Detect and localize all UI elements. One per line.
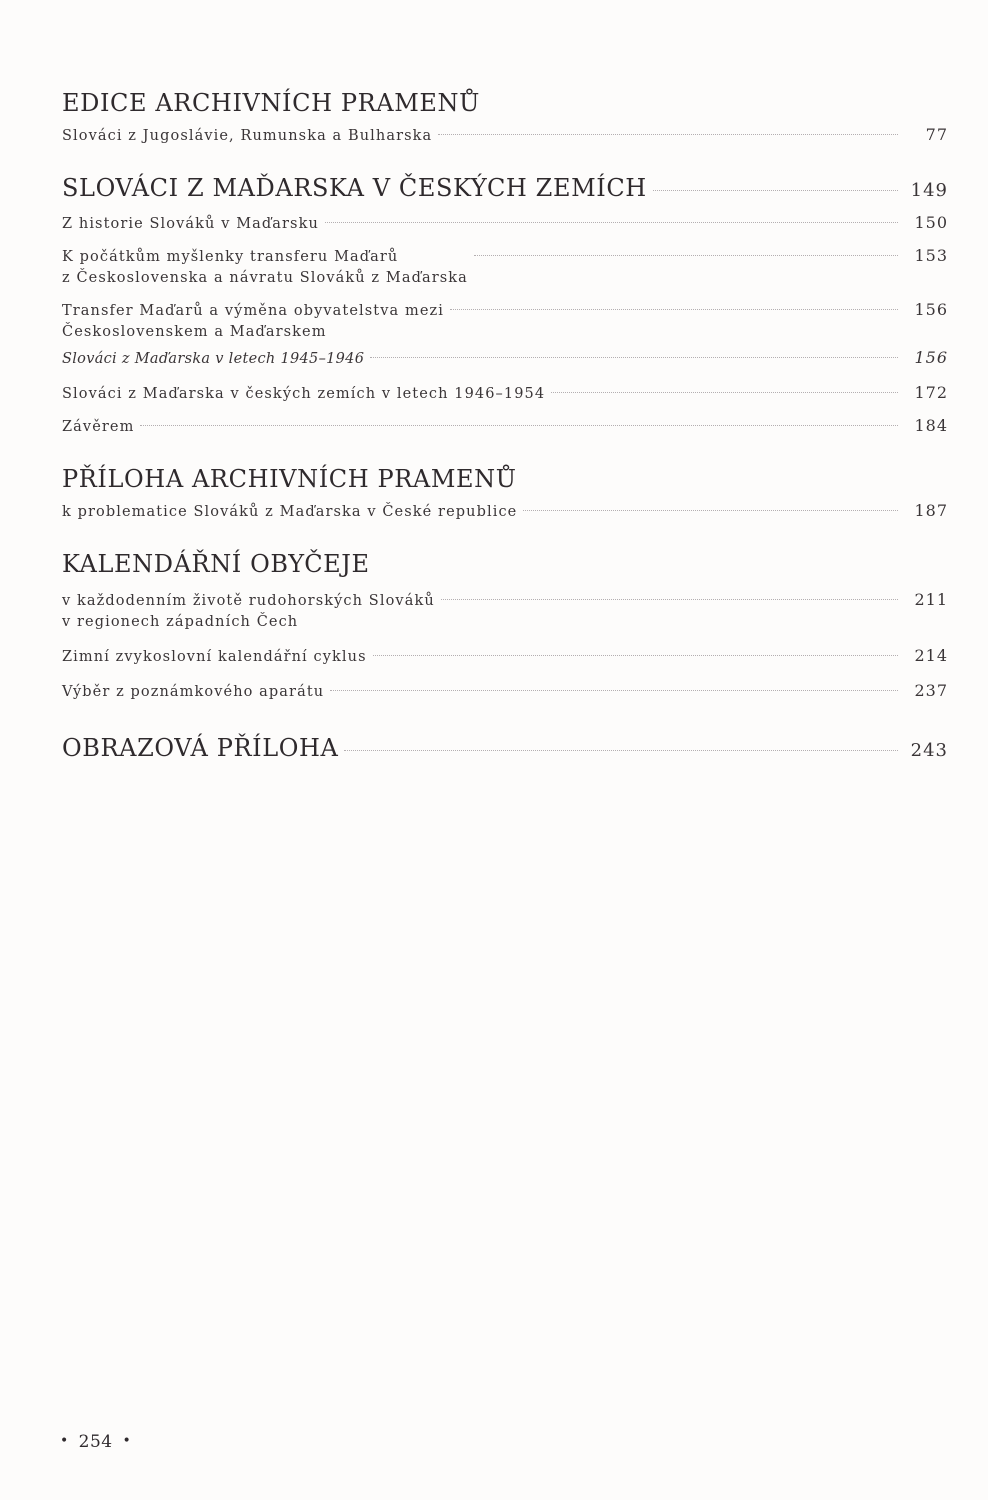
toc-entry[interactable]: [62, 382, 948, 405]
toc-section-kalendarni-obyceje: [62, 549, 948, 703]
folio-number: 254: [78, 1432, 113, 1452]
section-heading[interactable]: [62, 173, 948, 206]
page-number: 243: [910, 740, 948, 761]
entry-line: Závěrem: [62, 419, 135, 435]
section-heading: [62, 549, 948, 579]
page-number: 156: [914, 348, 948, 367]
entry-line: Transfer Maďarů a výměna obyvatelstva mezi: [62, 303, 444, 319]
page-number: 214: [914, 646, 948, 665]
dot-leader: [330, 690, 898, 691]
footer-bullet-right: •: [122, 1433, 132, 1449]
page-number: 211: [914, 590, 948, 609]
dot-leader: [551, 392, 898, 393]
section-title: OBRAZOVÁ PŘÍLOHA: [62, 734, 339, 762]
entry-line: k problematice Slováků z Maďarska v České republice: [62, 504, 518, 520]
toc-entry[interactable]: [62, 680, 948, 703]
dot-leader: [450, 309, 898, 310]
entry-line: z Československa a návratu Slováků z Maďarska: [62, 270, 468, 286]
section-heading: [62, 88, 948, 118]
page-number: 237: [914, 681, 948, 700]
page-number: 172: [914, 383, 948, 402]
page-number: 187: [914, 501, 948, 520]
section-title: KALENDÁŘNÍ OBYČEJE: [62, 550, 370, 578]
toc-section-obrazova-priloha: [62, 733, 948, 766]
page-number: 150: [914, 213, 948, 232]
section-heading: [62, 464, 948, 494]
toc-section-slovaci-z-madarska: [62, 173, 948, 438]
toc-section-edice: [62, 88, 948, 147]
entry-line: K počátkům myšlenky transferu Maďarů: [62, 249, 399, 265]
toc-entry[interactable]: [62, 212, 948, 235]
entry-line: Z historie Slováků v Maďarsku: [62, 216, 319, 232]
dot-leader: [373, 655, 898, 656]
toc-entry[interactable]: [62, 124, 948, 147]
page-number: 156: [914, 300, 948, 319]
entry-line: v každodenním životě rudohorských Slováků: [62, 593, 435, 609]
dot-leader: [438, 134, 898, 135]
dot-leader: [523, 510, 898, 511]
entry-line: Výběr z poznámkového aparátu: [62, 684, 325, 700]
toc-entry[interactable]: [62, 415, 948, 438]
toc-entry[interactable]: [62, 500, 948, 523]
toc-section-priloha-archivnich-pramenu: [62, 464, 948, 523]
page-number: 153: [914, 246, 948, 265]
table-of-contents: [62, 88, 948, 786]
section-title: EDICE ARCHIVNÍCH PRAMENŮ: [62, 89, 480, 117]
page-number: 184: [914, 416, 948, 435]
dot-leader: [325, 222, 898, 223]
page-number: 77: [925, 125, 948, 144]
section-title: PŘÍLOHA ARCHIVNÍCH PRAMENŮ: [62, 465, 517, 493]
entry-line: Slováci z Maďarska v českých zemích v letech 1946–1954: [62, 386, 546, 402]
section-heading[interactable]: [62, 733, 948, 766]
footer-bullet-left: •: [60, 1433, 69, 1449]
entry-line: Slováci z Maďarska v letech 1945–1946: [62, 351, 365, 367]
toc-entry[interactable]: [62, 347, 948, 370]
page-number: 149: [910, 180, 948, 201]
entry-line: Československem a Maďarskem: [62, 324, 327, 340]
toc-entry[interactable]: [62, 645, 948, 668]
dot-leader: [474, 255, 898, 256]
toc-entry[interactable]: [62, 245, 948, 289]
dot-leader: [653, 190, 898, 191]
entry-line: v regionech západních Čech: [62, 614, 299, 630]
section-title: SLOVÁCI Z MAĎARSKA V ČESKÝCH ZEMÍCH: [62, 174, 647, 202]
dot-leader: [370, 357, 898, 358]
dot-leader: [344, 750, 898, 751]
dot-leader: [441, 599, 898, 600]
entry-line: Zimní zvykoslovní kalendářní cyklus: [62, 649, 367, 665]
toc-entry[interactable]: [62, 299, 948, 343]
page-footer: [56, 1432, 135, 1452]
toc-entry[interactable]: [62, 589, 948, 633]
entry-line: Slováci z Jugoslávie, Rumunska a Bulharska: [62, 128, 433, 144]
dot-leader: [140, 425, 898, 426]
